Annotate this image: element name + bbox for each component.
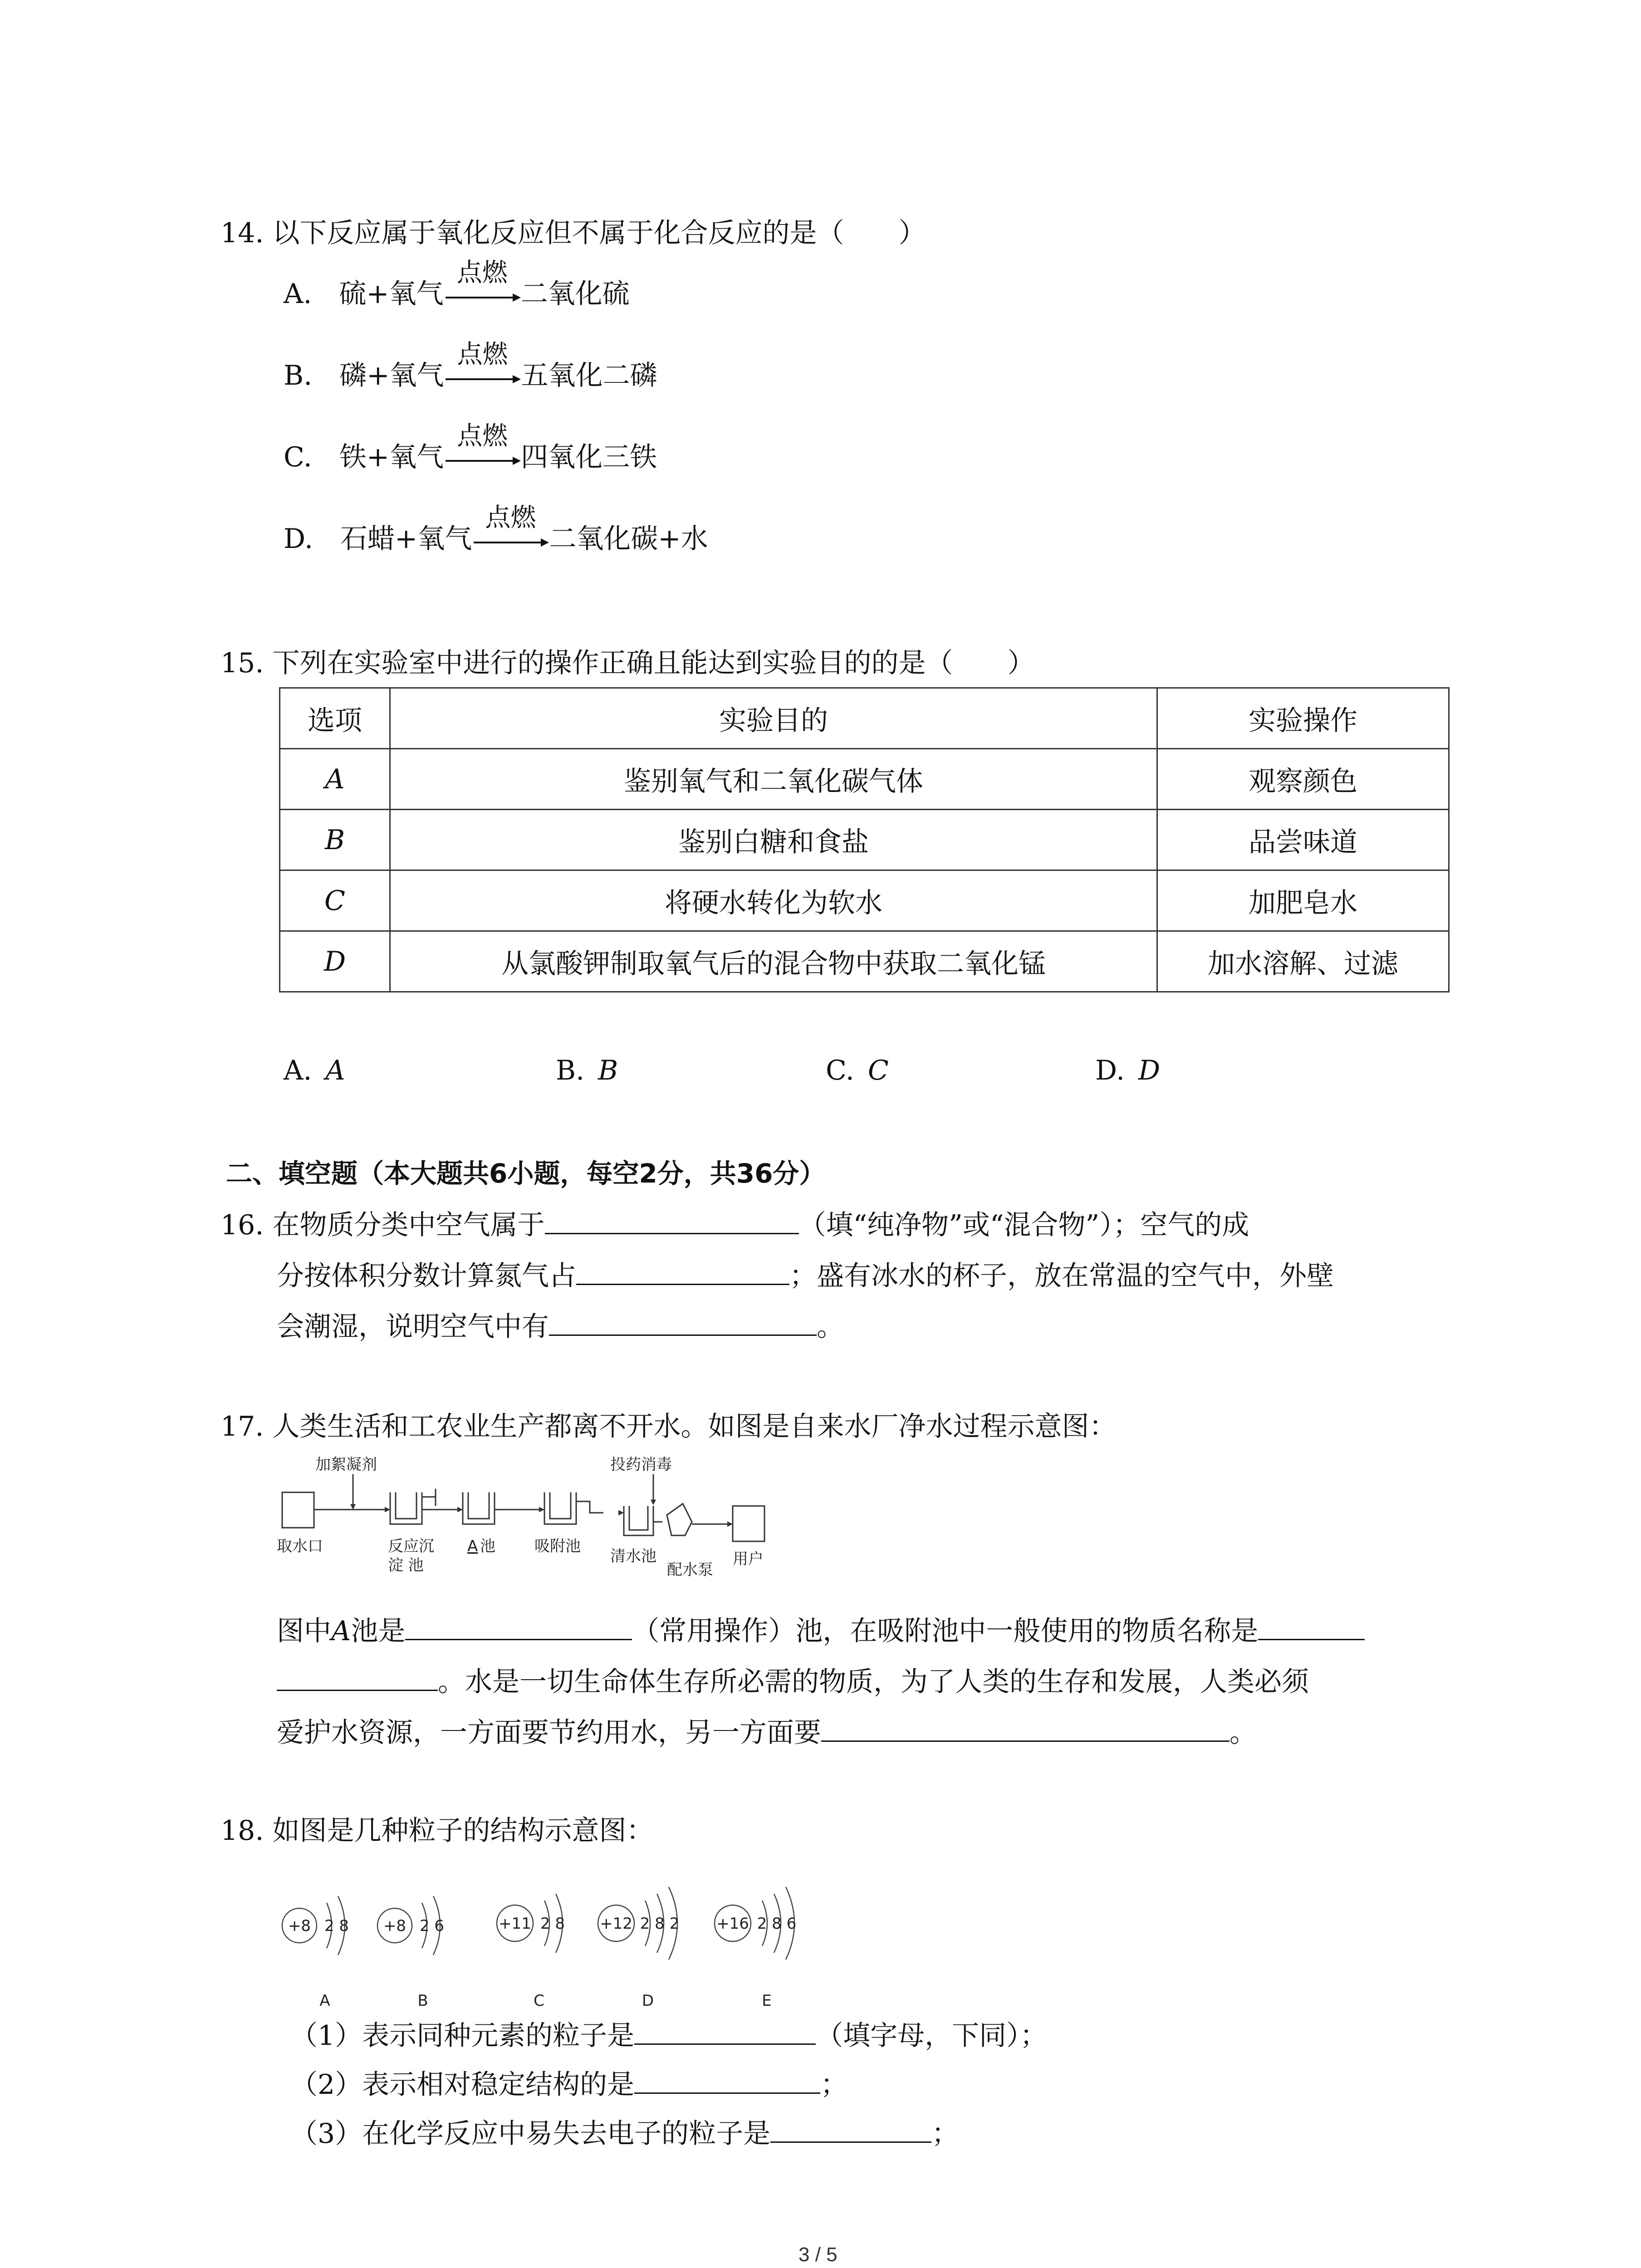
reaction-pool-icon	[390, 1492, 422, 1524]
q18-text: （2）表示相对稳定结构的是	[290, 2069, 635, 2101]
answer-prefix: A.	[284, 1055, 312, 1086]
pump-label: 配水泵	[667, 1561, 713, 1579]
clear-pool-icon	[624, 1506, 653, 1535]
q15-answer-a[interactable]	[284, 1052, 345, 1089]
q14-option-b[interactable]	[284, 340, 657, 394]
user-box	[733, 1506, 764, 1541]
row-operation: 加肥皂水	[1157, 870, 1449, 931]
row-purpose: 将硬水转化为软水	[390, 870, 1157, 931]
reaction-label-1: 反应沉	[388, 1537, 434, 1555]
q17-stem: 17. 人类生活和工农业生产都离不开水。如图是自来水厂净水过程示意图：	[220, 1411, 1117, 1442]
products: 四氧化三铁	[521, 441, 657, 473]
answer-blank[interactable]	[549, 1306, 817, 1336]
q14-stem: 14. 以下反应属于氧化反应但不属于化合反应的是（ ）	[220, 217, 926, 249]
table-row	[280, 931, 1449, 992]
particle-label: A	[319, 1992, 330, 2010]
q17-text: 。水是一切生命体生存所必需的物质，为了人类的生存和发展，人类必须	[438, 1666, 1309, 1698]
reaction-arrow	[444, 258, 521, 312]
intake-label: 取水口	[277, 1537, 323, 1555]
q18-text: ；	[931, 2118, 959, 2150]
option-letter: C.	[284, 441, 312, 473]
answer-value: A	[325, 1055, 345, 1086]
answer-blank[interactable]	[545, 1205, 799, 1234]
q16-line-3	[277, 1301, 844, 1352]
particle-structure-diagram	[277, 1860, 844, 2023]
products: 二氧化硫	[520, 278, 630, 310]
row-letter: D	[280, 931, 390, 992]
a-pool-icon	[463, 1492, 495, 1524]
condition-label: 点燃	[456, 258, 508, 288]
section-title: 二、填空题（本大题共6小题，每空2分，共36分）	[226, 1158, 826, 1189]
condition-label: 点燃	[457, 421, 508, 451]
q17-line-3	[277, 1707, 1257, 1758]
clear-label: 清水池	[610, 1547, 656, 1565]
arrow-icon	[446, 378, 514, 380]
table-row	[280, 810, 1449, 870]
intake-box	[282, 1492, 314, 1528]
coagulant-label: 加絮凝剂	[315, 1456, 377, 1474]
answer-blank[interactable]	[634, 2064, 820, 2094]
row-purpose: 鉴别氧气和二氧化碳气体	[390, 749, 1157, 810]
shell-electrons: 2 8	[540, 1915, 565, 1933]
answer-value: D	[1138, 1055, 1161, 1086]
disinfect-label: 投药消毒	[610, 1456, 672, 1474]
q16-line-1	[220, 1200, 1249, 1251]
reactants: 铁+氧气	[339, 441, 444, 473]
q16-text: ；盛有冰水的杯子，放在常温的空气中，外壁	[789, 1260, 1334, 1292]
q18-text: （3）在化学反应中易失去电子的粒子是	[290, 2118, 771, 2150]
q15-table	[279, 687, 1450, 992]
q18-sub-1	[290, 2010, 1047, 2061]
pump-icon	[667, 1504, 692, 1535]
answer-blank[interactable]	[821, 1712, 1230, 1742]
q17-text: （常用操作）池，在吸附池中一般使用的物质名称是	[632, 1615, 1259, 1647]
pipe	[422, 1489, 436, 1506]
water-treatment-diagram	[277, 1456, 821, 1606]
pipe	[576, 1501, 603, 1513]
answer-prefix: B.	[556, 1055, 585, 1086]
particle-label: E	[762, 1992, 772, 2010]
q18-text: ；	[820, 2069, 848, 2101]
condition-label: 点燃	[485, 503, 536, 533]
q17-text: A	[331, 1615, 351, 1647]
q17-text: 爱护水资源，一方面要节约用水，另一方面要	[277, 1717, 821, 1749]
row-operation: 加水溶解、过滤	[1157, 931, 1449, 992]
nucleus-charge: +12	[600, 1915, 632, 1933]
q17-line-2	[277, 1657, 1309, 1707]
answer-blank[interactable]	[576, 1256, 789, 1285]
a-pool-letter: A	[467, 1537, 478, 1555]
answer-value: C	[867, 1055, 889, 1086]
answer-blank[interactable]	[770, 2113, 931, 2143]
q17-text: 。	[1230, 1717, 1257, 1749]
products: 二氧化碳+水	[549, 523, 708, 555]
shell-electrons: 2 8 6	[757, 1915, 797, 1933]
q15-answer-c[interactable]	[826, 1052, 889, 1089]
answer-prefix: C.	[826, 1055, 854, 1086]
q18-stem: 18. 如图是几种粒子的结构示意图：	[220, 1815, 654, 1847]
answer-blank[interactable]	[634, 2015, 816, 2045]
shell-electrons: 2 6	[419, 1917, 445, 1935]
reactants: 磷+氧气	[339, 360, 444, 391]
q17-line-1	[277, 1606, 1365, 1657]
answer-blank[interactable]	[277, 1662, 438, 1691]
nucleus-charge: +11	[499, 1915, 531, 1933]
answer-prefix: D.	[1095, 1055, 1125, 1086]
row-purpose: 鉴别白糖和食盐	[390, 810, 1157, 870]
answer-blank[interactable]	[1258, 1611, 1365, 1640]
particle-label: D	[642, 1992, 654, 2010]
q14-option-d[interactable]	[284, 503, 708, 557]
q16-text: 。	[817, 1311, 844, 1343]
q16-line-2	[277, 1251, 1334, 1301]
arrow-icon	[474, 542, 542, 543]
user-label: 用户	[733, 1550, 764, 1568]
q17-text: 池是	[351, 1615, 406, 1647]
q18-text: （填字母，下同）；	[816, 2020, 1048, 2052]
reaction-arrow	[444, 421, 521, 475]
reactants: 石蜡+氧气	[340, 523, 472, 555]
nucleus-charge: +8	[383, 1917, 407, 1935]
arrow-icon	[446, 460, 514, 462]
header-option: 选项	[280, 688, 390, 749]
q15-stem: 15. 下列在实验室中进行的操作正确且能达到实验目的的是（ ）	[220, 647, 1035, 679]
q15-answer-d[interactable]	[1095, 1052, 1160, 1089]
option-letter: A.	[284, 278, 312, 310]
table-row	[280, 749, 1449, 810]
q18-text: （1）表示同种元素的粒子是	[290, 2020, 635, 2052]
row-purpose: 从氯酸钾制取氧气后的混合物中获取二氧化锰	[390, 931, 1157, 992]
reactants: 硫+氧气	[339, 278, 444, 310]
condition-label: 点燃	[457, 340, 508, 369]
page-number: 3 / 5	[798, 2244, 838, 2266]
particle-label: B	[417, 1992, 428, 2010]
answer-value: B	[598, 1055, 618, 1086]
reaction-arrow	[472, 503, 549, 557]
row-letter: C	[280, 870, 390, 931]
nucleus-charge: +8	[288, 1917, 311, 1935]
products: 五氧化二磷	[521, 360, 657, 391]
option-letter: B.	[284, 360, 313, 391]
q18-sub-3	[290, 2108, 959, 2159]
table-header-row	[280, 688, 1449, 749]
shell-electrons: 2 8	[324, 1917, 349, 1935]
q16-text: 16. 在物质分类中空气属于	[220, 1209, 545, 1241]
row-letter: B	[280, 810, 390, 870]
reaction-label-2: 淀 池	[388, 1556, 424, 1574]
adsorb-label: 吸附池	[534, 1537, 581, 1555]
q15-answer-b[interactable]	[556, 1052, 618, 1089]
row-operation: 观察颜色	[1157, 749, 1449, 810]
arrow-icon	[446, 297, 514, 298]
header-purpose: 实验目的	[390, 688, 1157, 749]
q17-text: 图中	[277, 1615, 331, 1647]
shell-electrons: 2 8 2	[640, 1915, 680, 1933]
particle-label: C	[534, 1992, 544, 2010]
row-operation: 品尝味道	[1157, 810, 1449, 870]
header-operation: 实验操作	[1157, 688, 1449, 749]
q18-sub-2	[290, 2059, 847, 2110]
a-pool-suffix: 池	[480, 1537, 495, 1555]
table-row	[280, 870, 1449, 931]
q14-option-c[interactable]	[284, 421, 657, 475]
q14-option-a[interactable]	[284, 258, 630, 312]
nucleus-charge: +16	[716, 1915, 749, 1933]
option-letter: D.	[284, 523, 314, 555]
q16-text: 分按体积分数计算氮气占	[277, 1260, 576, 1292]
adsorption-pool-icon	[544, 1492, 576, 1524]
reaction-arrow	[444, 340, 521, 394]
row-letter: A	[280, 749, 390, 810]
answer-blank[interactable]	[405, 1611, 632, 1640]
q16-text: （填“纯净物”或“混合物”）；空气的成	[798, 1209, 1249, 1241]
q16-text: 会潮湿，说明空气中有	[277, 1311, 549, 1343]
